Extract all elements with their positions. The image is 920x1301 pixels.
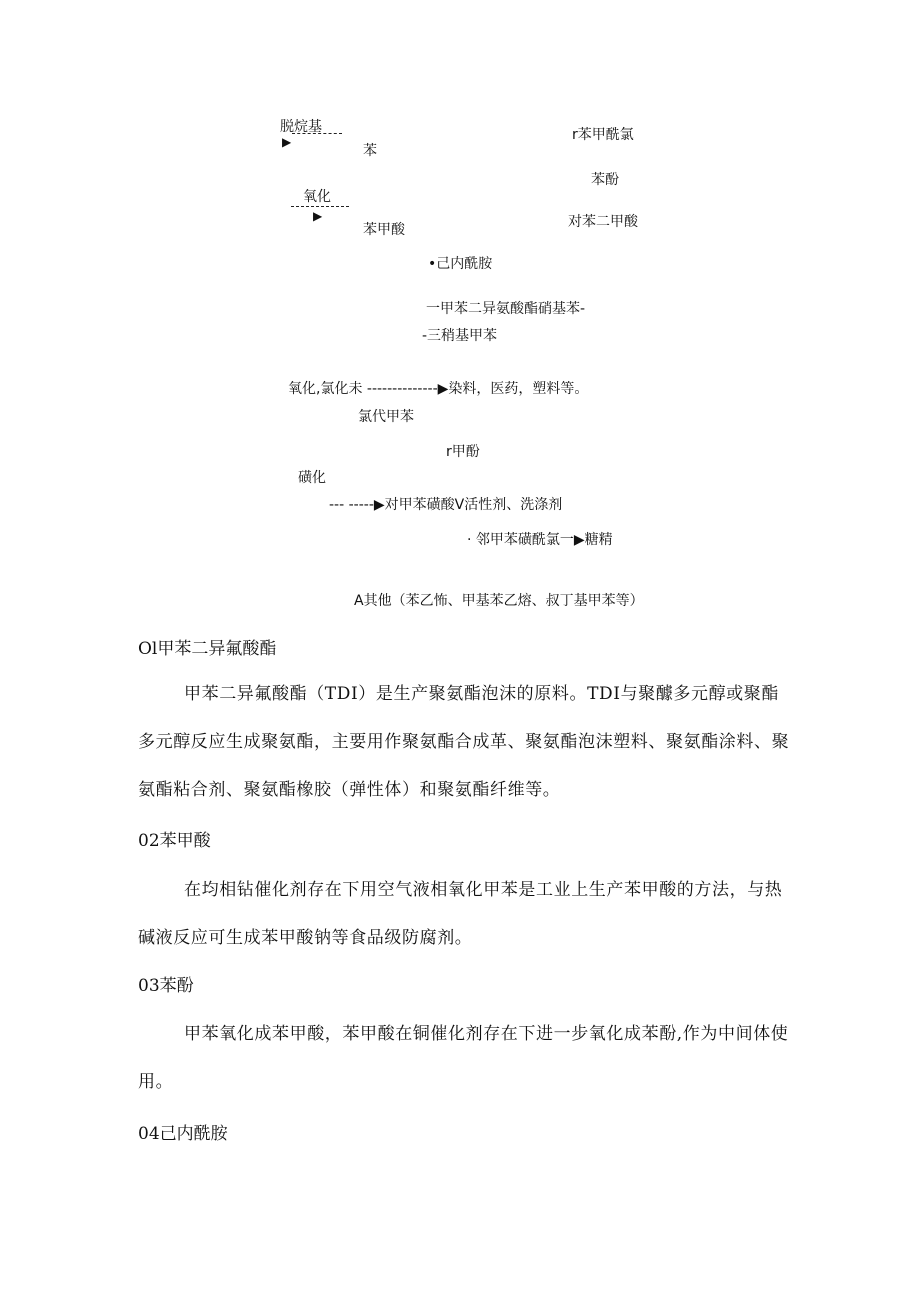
- section-heading-phenol: 03苯酚: [138, 976, 194, 996]
- caprolactam-label: •己内酰胺: [428, 256, 493, 272]
- section-heading-benzoic-acid: 02苯甲酸: [138, 831, 211, 851]
- oxidation-arrow-icon: ▶: [313, 209, 323, 223]
- section-heading-tdi: Ol甲苯二异氟酸酯: [138, 639, 277, 659]
- terephthalic-acid-label: 对苯二甲酸: [568, 214, 638, 230]
- benzoyl-chloride-label: r苯甲酰氯: [572, 127, 634, 143]
- phenol-label: 苯酚: [591, 172, 619, 188]
- benzoic-acid-label: 苯甲酸: [363, 222, 405, 238]
- section-body-benzoic-acid: 在均相钻催化剂存在下用空气液相氧化甲苯是工业上生产苯甲酸的方法，与热碱液反应可生成苯甲酸钠等食品级防腐剂。: [138, 880, 783, 948]
- dealkylation-label: 脱烷基: [280, 119, 322, 135]
- oxidation-label: 氧化: [303, 189, 331, 205]
- saccharin-line: · 邻甲苯磺酰氯一▶糖精: [467, 532, 613, 548]
- cresol-label: r甲酚: [446, 444, 480, 460]
- dealkylation-arrow-icon: ▶: [282, 135, 292, 149]
- tdi-nitrobenzene-label: 一甲苯二异氨酸酯硝基苯-: [426, 301, 586, 317]
- chlorotoluene-label: 氯代甲苯: [358, 409, 414, 425]
- section-heading-caprolactam: 04己内酰胺: [138, 1124, 228, 1144]
- sulfonation-line: --- -----▶对甲苯磺酸V活性剂、洗涤剂: [329, 497, 563, 513]
- section-body-phenol: 甲苯氧化成苯甲酸，苯甲酸在铜催化剂存在下进一步氧化成苯酚,作为中间体使用。: [138, 1024, 789, 1092]
- sulfonation-label: 磺化: [298, 470, 326, 486]
- benzene-label: 苯: [363, 143, 377, 159]
- dealkylation-dashed-line: [292, 133, 342, 134]
- trinitrotoluene-label: -三稍基甲苯: [422, 328, 498, 344]
- chlorination-line: 氧化,氯化未 --------------▶染料，医药，塑料等。: [288, 381, 589, 397]
- section-body-tdi: 甲苯二异氟酸酯（TDI）是生产聚氨酯泡沫的原料。TDI与聚醵多元醇或聚酯多元醇反应生成聚氨酯，主要用作聚氨酯合成革、聚氨酯泡沫塑料、聚氨酯涂料、聚氨酯粘合剂、聚氨酯橡胶（弹性体）和聚氨酯纤维等。: [138, 684, 790, 800]
- others-line: A其他（苯乙怖、甲基苯乙熔、叔丁基甲苯等）: [354, 593, 644, 609]
